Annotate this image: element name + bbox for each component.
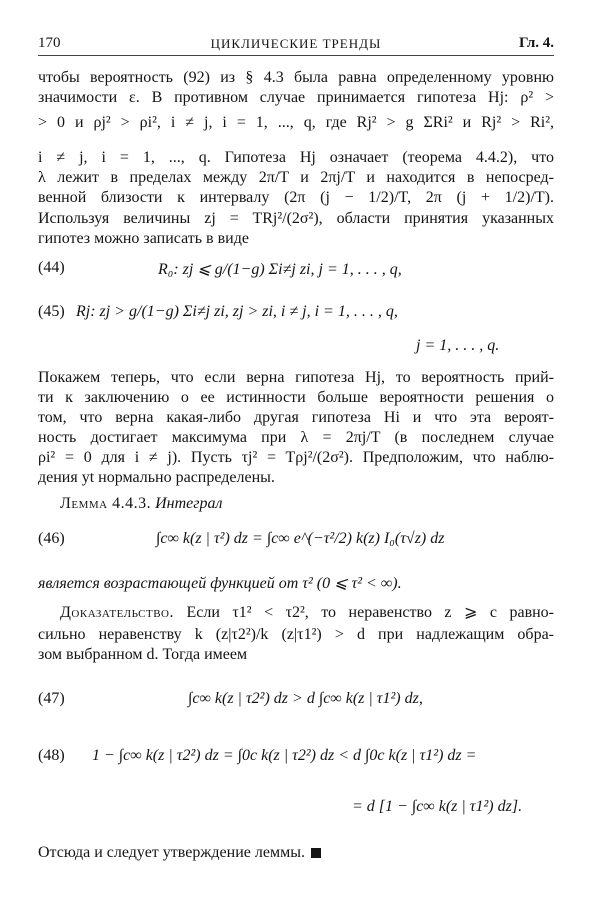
text-line: сильно неравенству k (z|τ2²)/k (z|τ1²) > d при надлежащим обра- — [38, 626, 554, 643]
equation-number: (48) — [38, 747, 65, 764]
equation-46: ∫c∞ k(z | τ²) dz = ∫c∞ e^(−τ²/2) k(z) I₀(τ√z) dz — [156, 530, 445, 547]
lemma-heading: Лемма 4.4.3. — [60, 495, 152, 512]
text-line: λ лежит в пределах между 2π/T и 2πj/T и находится в непосред- — [38, 169, 554, 186]
closing-text: Отсюда и следует утверждение леммы. — [38, 844, 305, 861]
equation-45-line1: Rj: zj > g/(1−g) Σi≠j zi, zj > zi, i ≠ j, i = 1, . . . , q, — [76, 303, 398, 320]
running-title: ЦИКЛИЧЕСКИЕ ТРЕНДЫ — [210, 36, 382, 51]
lemma-heading-line — [60, 494, 554, 514]
page-header — [38, 33, 554, 56]
qed-square-icon — [311, 848, 321, 858]
equation-44: R₀: zj ⩽ g/(1−g) Σi≠j zi, j = 1, . . . , q, — [158, 261, 402, 278]
text-line: дения yt нормально распределены. — [38, 469, 275, 486]
proof-first-line — [60, 603, 554, 623]
equation-47: ∫c∞ k(z | τ2²) dz > d ∫c∞ k(z | τ1²) dz, — [188, 690, 423, 707]
text-line: > 0 и ρj² > ρi², i ≠ j, i = 1, ..., q, где Rj² > g ΣRi² и Rj² > Ri², — [38, 114, 554, 131]
proof-text: Если τ1² < τ2², то неравенство z ⩾ c равно- — [186, 604, 555, 621]
text-line: ρi² = 0 для i ≠ j). Пусть τj² = Tρj²/(2σ²). Предположим, что наблю- — [38, 449, 554, 466]
equation-number: (44) — [38, 259, 65, 276]
text-line: значимости ε. В противном случае принимается гипотеза Hj: ρ² > — [38, 89, 554, 106]
equation-number: (47) — [38, 690, 65, 707]
equation-48-line2: = d [1 − ∫c∞ k(z | τ1²) dz]. — [352, 798, 523, 815]
text-line: гипотез можно записать в виде — [38, 230, 249, 247]
chapter-label: Гл. 4. — [518, 35, 554, 51]
text-line: венной близости к интервалу (2π (j − 1/2)/T, 2π (j + 1/2)/T). — [38, 189, 554, 206]
lemma-text: Интеграл — [155, 495, 223, 512]
closing-line — [38, 843, 554, 863]
equation-number: (46) — [38, 530, 65, 547]
lemma-conclusion: является возрастающей функцией от τ² (0 ⩽ τ² < ∞). — [38, 575, 402, 592]
text-line: чтобы вероятность (92) из § 4.3 была равна определенному уровню — [38, 69, 554, 86]
text-line: i ≠ j, i = 1, ..., q. Гипотеза Hj означает (теорема 4.4.2), что — [38, 149, 554, 166]
text-line: Покажем теперь, что если верна гипотеза Hj, то вероятность прий- — [38, 369, 554, 386]
page-number: 170 — [38, 35, 61, 51]
text-line: том, что верна какая-либо другая гипотеза Hi и что эта вероят- — [38, 409, 554, 426]
proof-label: Доказательство. — [60, 604, 174, 621]
equation-number: (45) — [38, 303, 65, 320]
text-line: ность достигает максимума при λ = 2πj/T (в последнем случае — [38, 429, 554, 446]
equation-48-line1: 1 − ∫c∞ k(z | τ2²) dz = ∫0c k(z | τ2²) dz < d ∫0c k(z | τ1²) dz = — [92, 747, 477, 764]
equation-45-line2: j = 1, . . . , q. — [416, 337, 500, 354]
text-line: ти к заключению о ее истинности больше вероятности решения о — [38, 389, 554, 406]
text-line: Используя величины zj = TRj²/(2σ²), области принятия указанных — [38, 210, 554, 227]
text-line: зом выбранном d. Тогда имеем — [38, 646, 248, 663]
